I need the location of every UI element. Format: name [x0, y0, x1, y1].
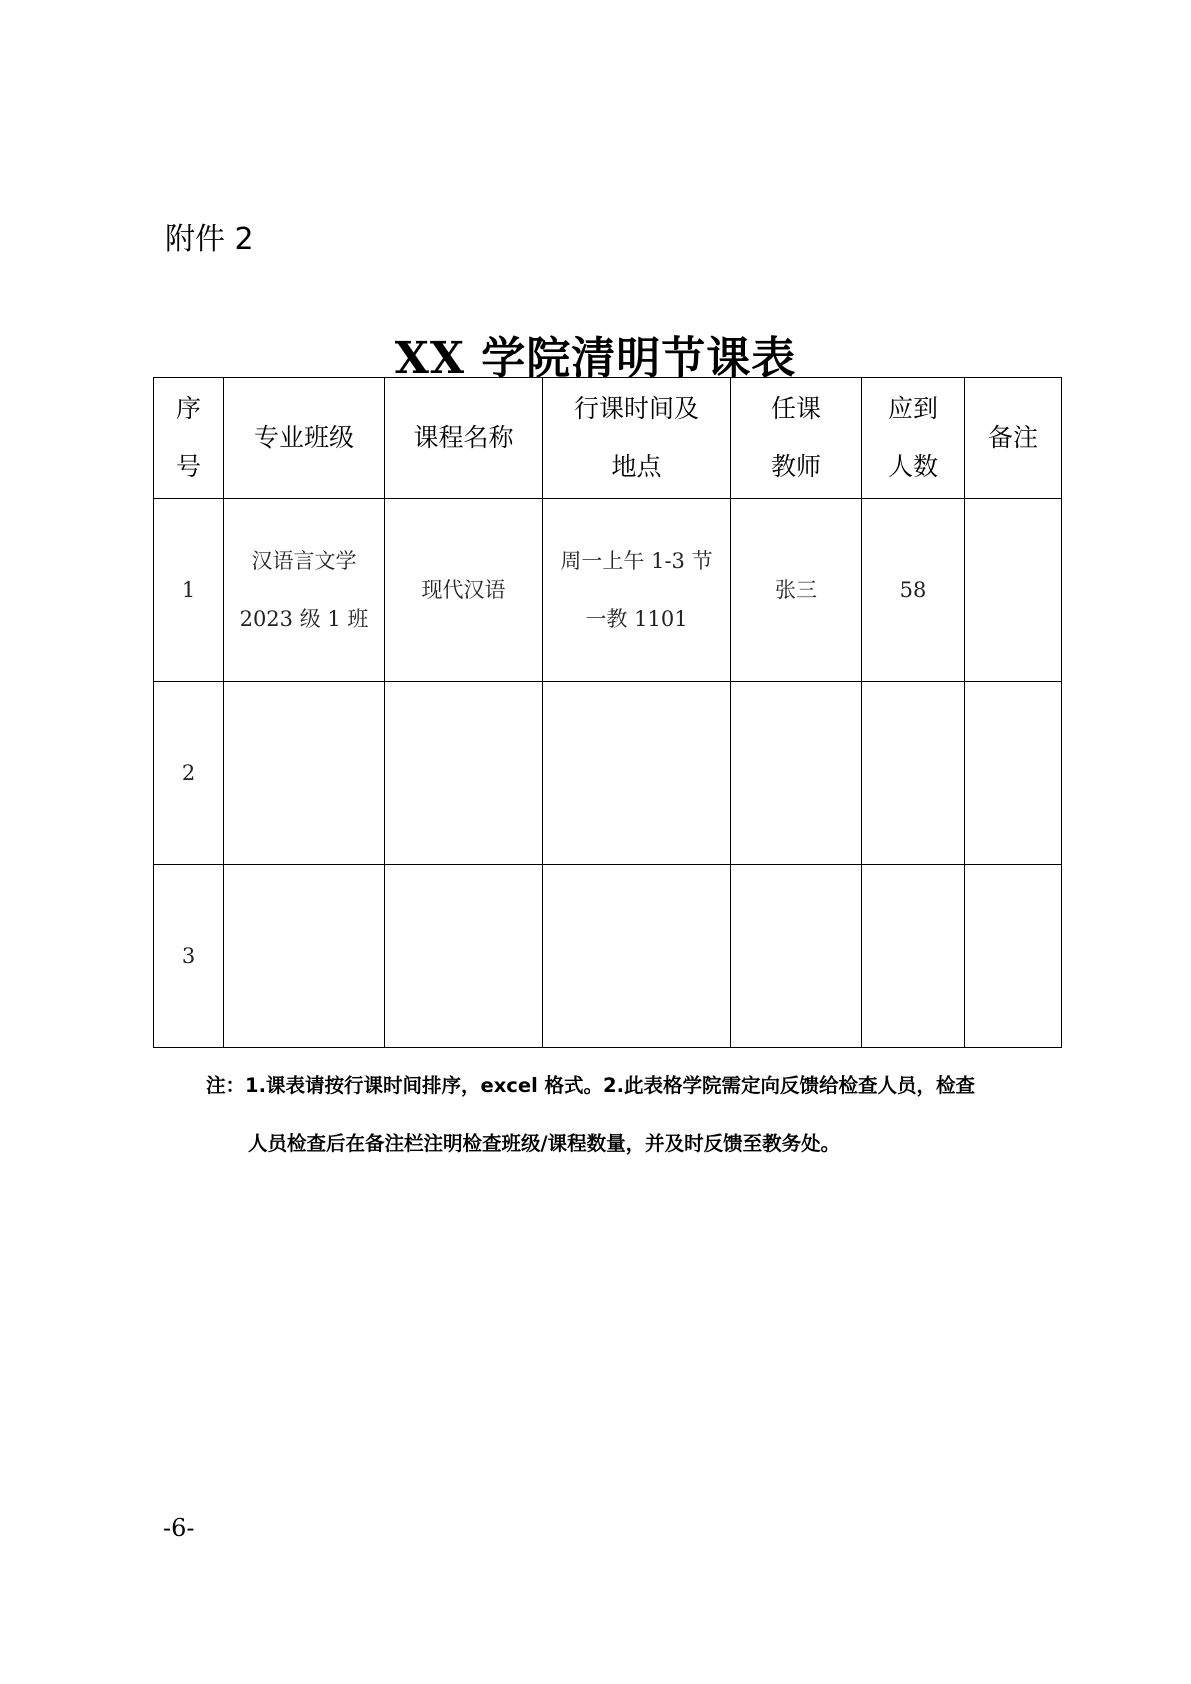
- cell-class: 汉语言文学 2023 级 1 班: [224, 499, 385, 682]
- cell-course: 现代汉语: [385, 499, 543, 682]
- cell-course: [385, 682, 543, 865]
- cell-time-place: 周一上午 1-3 节 一教 1101: [543, 499, 731, 682]
- header-count: 应到 人数: [862, 378, 965, 499]
- note-line-2: 人员检查后在备注栏注明检查班级/课程数量，并及时反馈至教务处。: [248, 1132, 841, 1155]
- cell-course: [385, 865, 543, 1048]
- attachment-label: 附件 2: [165, 222, 254, 257]
- cell-teacher: 张三: [731, 499, 862, 682]
- table-header-row: [154, 378, 1062, 499]
- cell-teacher: [731, 865, 862, 1048]
- cell-teacher: [731, 682, 862, 865]
- header-time-place: 行课时间及 地点: [543, 378, 731, 499]
- cell-count: 58: [862, 499, 965, 682]
- cell-class: [224, 682, 385, 865]
- cell-remark: [965, 865, 1062, 1048]
- cell-remark: [965, 499, 1062, 682]
- cell-remark: [965, 682, 1062, 865]
- table-row: [154, 499, 1062, 682]
- cell-class: [224, 865, 385, 1048]
- cell-count: [862, 682, 965, 865]
- header-course: 课程名称: [385, 378, 543, 499]
- table-row: [154, 865, 1062, 1048]
- header-teacher: 任课 教师: [731, 378, 862, 499]
- header-index: 序 号: [154, 378, 224, 499]
- schedule-table: [153, 377, 1062, 1048]
- cell-index: 2: [154, 682, 224, 865]
- cell-index: 3: [154, 865, 224, 1048]
- note-line-1: 注：1.课表请按行课时间排序，excel 格式。2.此表格学院需定向反馈给检查人员，检查: [206, 1074, 976, 1097]
- cell-count: [862, 865, 965, 1048]
- cell-index: 1: [154, 499, 224, 682]
- cell-time-place: [543, 682, 731, 865]
- header-class: 专业班级: [224, 378, 385, 499]
- header-remark: 备注: [965, 378, 1062, 499]
- page-number: -6-: [163, 1514, 195, 1542]
- table-row: [154, 682, 1062, 865]
- document-title: XX 学院清明节课表: [394, 333, 797, 384]
- cell-time-place: [543, 865, 731, 1048]
